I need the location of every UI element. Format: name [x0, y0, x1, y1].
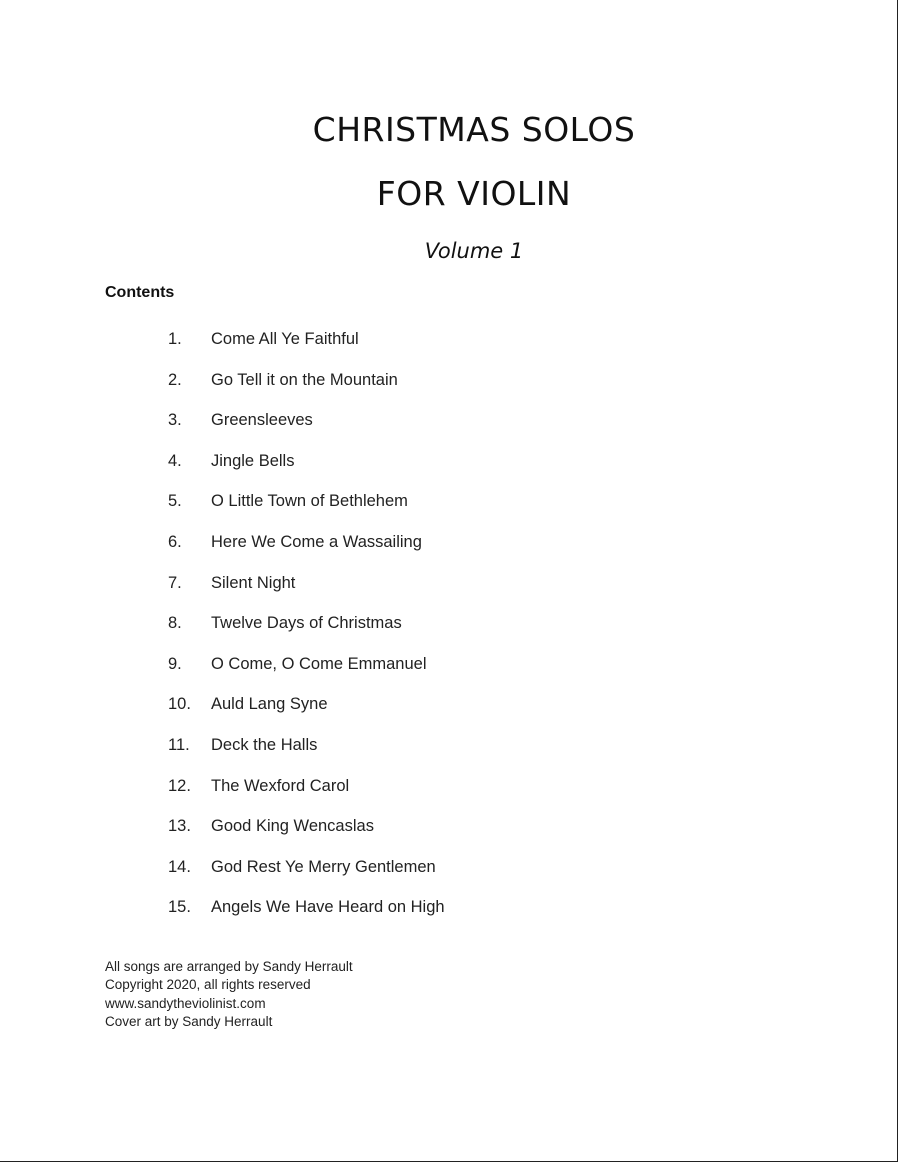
contents-item-number: 10.	[168, 695, 191, 714]
contents-item-number: 7.	[168, 573, 182, 592]
document-title-line1: CHRISTMAS SOLOS	[312, 110, 636, 149]
credits-arranger: All songs are arranged by Sandy Herrault	[105, 959, 353, 974]
contents-item-number: 3.	[168, 411, 182, 430]
credits-block	[105, 958, 353, 1031]
contents-item-title: Here We Come a Wassailing	[211, 532, 422, 551]
contents-item-title: Angels We Have Heard on High	[211, 898, 445, 917]
contents-heading: Contents	[105, 284, 175, 301]
contents-item-number: 4.	[168, 451, 182, 470]
contents-item-title: Greensleeves	[211, 411, 313, 430]
contents-item-title: O Come, O Come Emmanuel	[211, 654, 427, 673]
volume-label: Volume 1	[424, 239, 524, 263]
contents-item-title: Come All Ye Faithful	[211, 330, 359, 348]
contents-item-title: Twelve Days of Christmas	[211, 614, 402, 633]
contents-item-number: 2.	[168, 370, 182, 389]
contents-item-title: God Rest Ye Merry Gentlemen	[211, 857, 436, 876]
contents-item-title: Good King Wencaslas	[211, 817, 374, 836]
contents-item-number: 14.	[168, 857, 191, 876]
contents-item-title: Silent Night	[211, 573, 296, 592]
contents-item-number: 9.	[168, 654, 182, 673]
contents-item-title: Auld Lang Syne	[211, 695, 328, 714]
contents-item-number: 13.	[168, 817, 191, 836]
credits-copyright: Copyright 2020, all rights reserved	[105, 977, 311, 993]
contents-item-title: Go Tell it on the Mountain	[211, 370, 398, 389]
contents-item-number: 6.	[168, 532, 182, 551]
credits-cover-art: Cover art by Sandy Herrault	[105, 1013, 273, 1029]
contents-item-title: Jingle Bells	[211, 451, 295, 470]
contents-item-number: 8.	[168, 614, 182, 633]
contents-item-title: Deck the Halls	[211, 735, 318, 754]
credits-website: www.sandytheviolinist.com	[105, 995, 266, 1011]
contents-item-number: 11.	[168, 735, 190, 754]
contents-item-number: 15.	[168, 898, 191, 917]
contents-item-title: The Wexford Carol	[211, 776, 350, 795]
contents-item-number: 1.	[168, 330, 182, 348]
contents-item-title: O Little Town of Bethlehem	[211, 492, 408, 511]
document-title-line2: FOR VIOLIN	[376, 174, 572, 213]
contents-item-number: 12.	[168, 776, 191, 795]
contents-item-number: 5.	[168, 492, 182, 511]
